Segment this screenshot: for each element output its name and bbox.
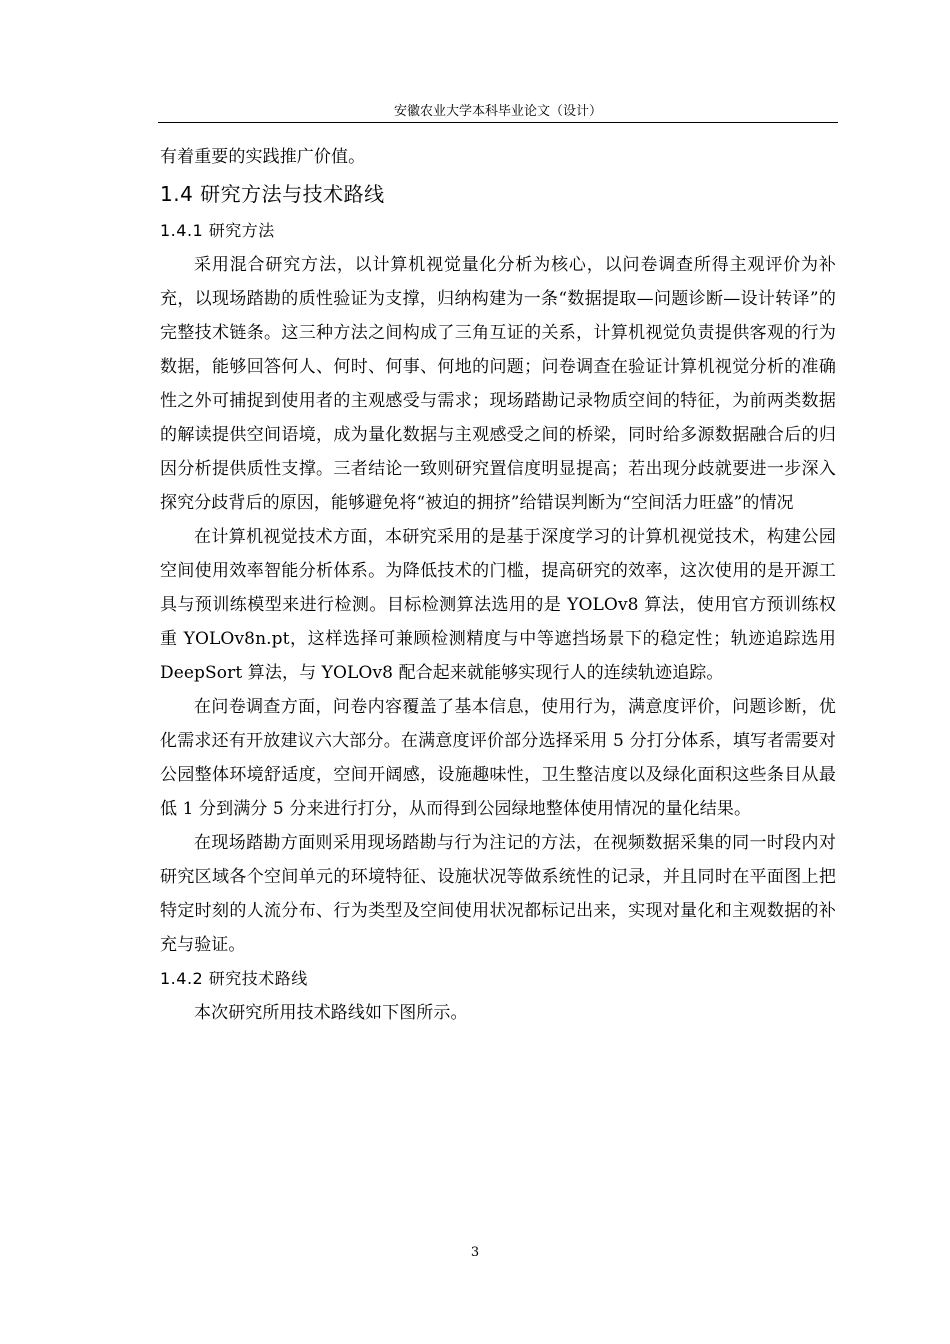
- subsection-heading-technical-route: 1.4.2 研究技术路线: [160, 969, 308, 988]
- running-header: 安徽农业大学本科毕业论文（设计）: [393, 104, 602, 119]
- paragraph-site-survey: 在现场踏勘方面则采用现场踏勘与行为注记的方法，在视频数据采集的同一时段内对研究区域各个空间单元的环境特征、设施状况等做系统性的记录，并且同时在平面图上把特定时刻的人流分布、行为类型及空间使用状况都标记出来，实现对量化和主观数据的补充与验证。: [160, 833, 836, 955]
- page-number: 3: [470, 1245, 480, 1260]
- page-body: [160, 140, 836, 1030]
- paragraph-mixed-methods: 采用混合研究方法，以计算机视觉量化分析为核心，以问卷调查所得主观评价为补充，以现场踏勘的质性验证为支撑，归纳构建为一条“数据提取—问题诊断—设计转译”的完整技术链条。这三种方法之间构成了三角互证的关系，计算机视觉负责提供客观的行为数据，能够回答何人、何时、何事、何地的问题；问卷调查在验证计算机视觉分析的准确性之外可捕捉到使用者的主观感受与需求；现场踏勘记录物质空间的特征，为前两类数据的解读提供空间语境，成为量化数据与主观感受之间的桥梁，同时给多源数据融合后的归因分析提供质性支撑。三者结论一致则研究置信度明显提高；若出现分歧就要进一步深入探究分歧背后的原因，能够避免将“被迫的拥挤”给错误判断为“空间活力旺盛”的情况: [160, 255, 836, 513]
- paragraph-computer-vision: 在计算机视觉技术方面，本研究采用的是基于深度学习的计算机视觉技术，构建公园空间使用效率智能分析体系。为降低技术的门槛，提高研究的效率，这次使用的是开源工具与预训练模型来进行检测。目标检测算法选用的是 YOLOv8 算法，使用官方预训练权重 YOLOv8n.pt，这样选择可兼顾检测精度与中等遮挡场景下的稳定性；轨迹追踪选用 DeepSort 算法，与 YOLOv8 配合起来就能够实现行人的连续轨迹追踪。: [160, 527, 836, 683]
- header-rule: [158, 122, 838, 123]
- paragraph-route-intro: 本次研究所用技术路线如下图所示。: [194, 1003, 468, 1023]
- continuation-paragraph: 有着重要的实践推广价值。: [160, 147, 366, 167]
- section-heading: 1.4 研究方法与技术路线: [160, 182, 385, 206]
- subsection-heading-research-methods: 1.4.1 研究方法: [160, 221, 275, 240]
- paragraph-questionnaire: 在问卷调查方面，问卷内容覆盖了基本信息，使用行为，满意度评价，问题诊断，优化需求还有开放建议六大部分。在满意度评价部分选择采用 5 分打分体系，填写者需要对公园整体环境舒适度，空间开阔感，设施趣味性，卫生整洁度以及绿化面积这些条目从最低 1 分到满分 5 分来进行打分，从而得到公园绿地整体使用情况的量化结果。: [160, 697, 836, 819]
